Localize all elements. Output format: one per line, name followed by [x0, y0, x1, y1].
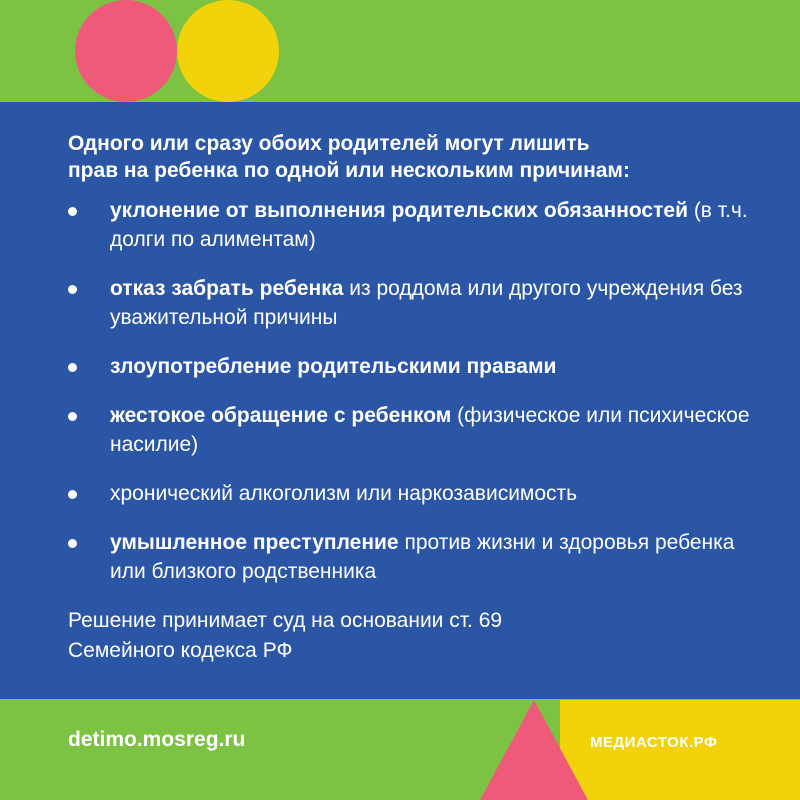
bullet-icon [68, 207, 77, 216]
heading-line-1: Одного или сразу обоих родителей могут лишить [68, 132, 590, 155]
item-normal-text: (физическое или психическое насилие) [110, 404, 750, 456]
decor-circle-yellow [177, 0, 279, 102]
heading [68, 130, 768, 184]
item-normal-text: из роддома или другого учреждения без уважительной причины [110, 277, 743, 329]
item-normal-text: против жизни и здоровья ребенка или близкого родственника [110, 531, 735, 583]
bullet-icon [68, 363, 77, 372]
site-url[interactable]: detimo.mosreg.ru [68, 728, 246, 751]
list-item [68, 352, 768, 381]
note-line-2: Семейного кодекса РФ [68, 639, 293, 662]
decor-pink-triangle [480, 700, 588, 800]
reasons-list [68, 196, 768, 586]
court-note [68, 606, 768, 666]
item-bold-text: уклонение от выполнения родительских обязанностей [110, 199, 688, 222]
item-bold-text: умышленное преступление [110, 531, 399, 554]
bullet-icon [68, 285, 77, 294]
list-item [68, 479, 768, 508]
decor-circle-pink [75, 0, 177, 102]
bullet-icon [68, 412, 77, 421]
content [68, 130, 768, 666]
item-normal-text: (в т.ч. долги по алиментам) [110, 199, 748, 251]
item-normal-text: хронический алкоголизм или наркозависимость [110, 482, 578, 505]
item-bold-text: отказ забрать ребенка [110, 277, 344, 300]
bullet-icon [68, 539, 77, 548]
list-item [68, 528, 768, 586]
bullet-icon [68, 490, 77, 499]
list-item [68, 196, 768, 254]
list-item [68, 401, 768, 459]
item-bold-text: злоупотребление родительскими правами [110, 355, 557, 378]
item-bold-text: жестокое обращение с ребенком [110, 404, 452, 427]
note-line-1: Решение принимает суд на основании ст. 69 [68, 609, 503, 632]
brand-logo: МЕДИАСТОК.РФ [590, 734, 718, 751]
heading-line-2: прав на ребенка по одной или нескольким причинам: [68, 159, 630, 182]
list-item [68, 274, 768, 332]
